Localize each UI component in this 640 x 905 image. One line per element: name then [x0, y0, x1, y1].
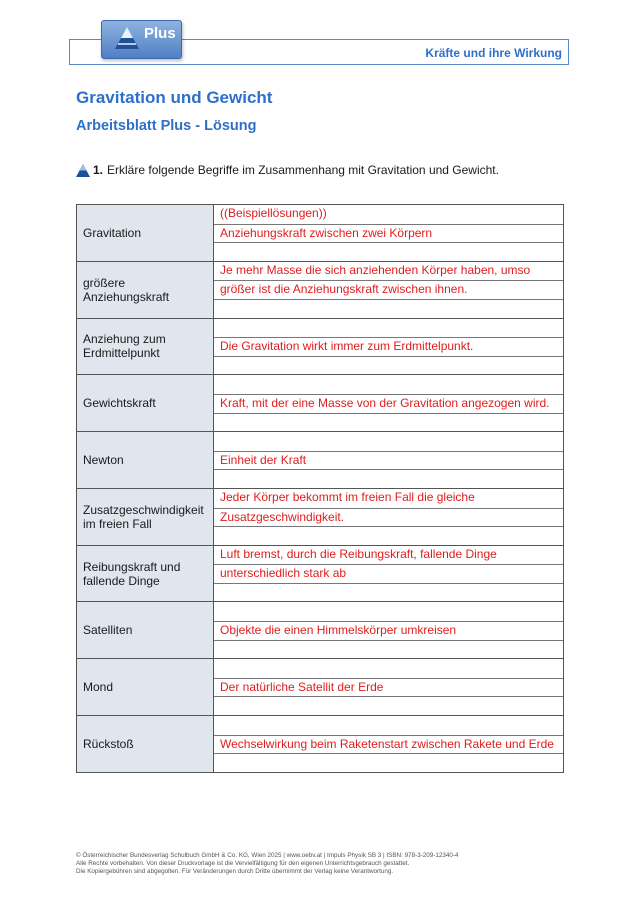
answer-line: Objekte die einen Himmelskörper umkreisen	[214, 621, 563, 640]
table-row	[77, 658, 563, 715]
answer-lines	[214, 659, 563, 715]
answer-line: Kraft, mit der eine Masse von der Gravitation angezogen wird.	[214, 394, 563, 413]
footer	[76, 852, 459, 877]
table-row	[77, 488, 563, 545]
answer-line: Anziehungskraft zwischen zwei Körpern	[214, 224, 563, 243]
answer-line	[214, 319, 563, 338]
answer-line	[214, 696, 563, 715]
answer-line	[214, 432, 563, 451]
table-row	[77, 545, 563, 602]
table-row	[77, 318, 563, 375]
answer-line: Zusatzgeschwindigkeit.	[214, 508, 563, 527]
table-row	[77, 431, 563, 488]
answer-lines	[214, 205, 563, 261]
pyramid-icon	[76, 164, 90, 177]
answer-lines	[214, 489, 563, 545]
term-cell: Newton	[77, 432, 214, 488]
footer-disclaimer: Die Kopiergebühren sind abgegolten. Für Veränderungen durch Dritte übernimmt der Verlag keine Verantwortung.	[76, 868, 394, 876]
answer-table	[76, 204, 564, 773]
plus-badge	[101, 20, 182, 59]
table-row	[77, 261, 563, 318]
answer-line: unterschiedlich stark ab	[214, 564, 563, 583]
answer-line: Einheit der Kraft	[214, 451, 563, 470]
page-title: Gravitation und Gewicht	[76, 88, 273, 107]
term-cell: Gravitation	[77, 205, 214, 261]
answer-line: Die Gravitation wirkt immer zum Erdmittelpunkt.	[214, 337, 563, 356]
answer-line	[214, 659, 563, 678]
plus-label: Plus	[144, 25, 176, 42]
term-cell: Reibungskraft und fallende Dinge	[77, 546, 214, 602]
table-row	[77, 205, 563, 261]
answer-line: ((Beispiellösungen))	[220, 206, 327, 220]
footer-copyright: © Österreichischer Bundesverlag Schulbuch GmbH & Co. KG, Wien 2025 | www.oebv.at | Impuls Physik SB 3 | ISBN: 978-3-209-12340-4	[76, 852, 459, 859]
answer-line	[214, 469, 563, 488]
answer-line: Wechselwirkung beim Raketenstart zwischen Rakete und Erde	[214, 735, 563, 754]
answer-line: Luft bremst, durch die Reibungskraft, fallende Dinge	[220, 546, 497, 561]
table-row	[77, 715, 563, 772]
answer-line	[214, 602, 563, 621]
task-text: Erkläre folgende Begriffe im Zusammenhang mit Gravitation und Gewicht.	[107, 163, 499, 177]
term-cell: Satelliten	[77, 602, 214, 658]
term-cell: größere Anziehungskraft	[77, 262, 214, 318]
answer-lines	[214, 432, 563, 488]
answer-line	[214, 356, 563, 375]
answer-line: größer ist die Anziehungskraft zwischen ihnen.	[214, 280, 563, 299]
answer-line	[214, 526, 563, 545]
pyramid-icon	[114, 26, 140, 50]
answer-line	[214, 375, 563, 394]
answer-lines	[214, 716, 563, 772]
answer-line	[214, 413, 563, 432]
task-instruction	[76, 163, 499, 177]
term-cell: Anziehung zum Erdmittelpunkt	[77, 319, 214, 375]
term-cell: Mond	[77, 659, 214, 715]
term-cell: Gewichtskraft	[77, 375, 214, 431]
answer-line	[214, 716, 563, 735]
task-number: 1.	[93, 163, 104, 177]
page-subtitle: Arbeitsblatt Plus - Lösung	[76, 118, 257, 134]
answer-lines	[214, 375, 563, 431]
chapter-title: Kräfte und ihre Wirkung	[425, 46, 562, 60]
answer-line	[214, 753, 563, 772]
answer-line	[214, 299, 563, 318]
answer-line: Der natürliche Satellit der Erde	[214, 678, 563, 697]
answer-line	[214, 242, 563, 261]
answer-lines	[214, 546, 563, 602]
table-row	[77, 601, 563, 658]
answer-lines	[214, 602, 563, 658]
answer-line	[214, 640, 563, 659]
term-cell: Zusatzgeschwindigkeit im freien Fall	[77, 489, 214, 545]
footer-rights: Alle Rechte vorbehalten. Von dieser Druckvorlage ist die Vervielfältigung für den eigenen Unterrichtsgebrauch gestattet.	[76, 860, 410, 868]
answer-line: Jeder Körper bekommt im freien Fall die gleiche	[220, 489, 475, 504]
answer-lines	[214, 319, 563, 375]
answer-line: Je mehr Masse die sich anziehenden Körper haben, umso	[220, 262, 531, 277]
answer-lines	[214, 262, 563, 318]
answer-line	[214, 583, 563, 602]
term-cell: Rückstoß	[77, 716, 214, 772]
table-row	[77, 374, 563, 431]
